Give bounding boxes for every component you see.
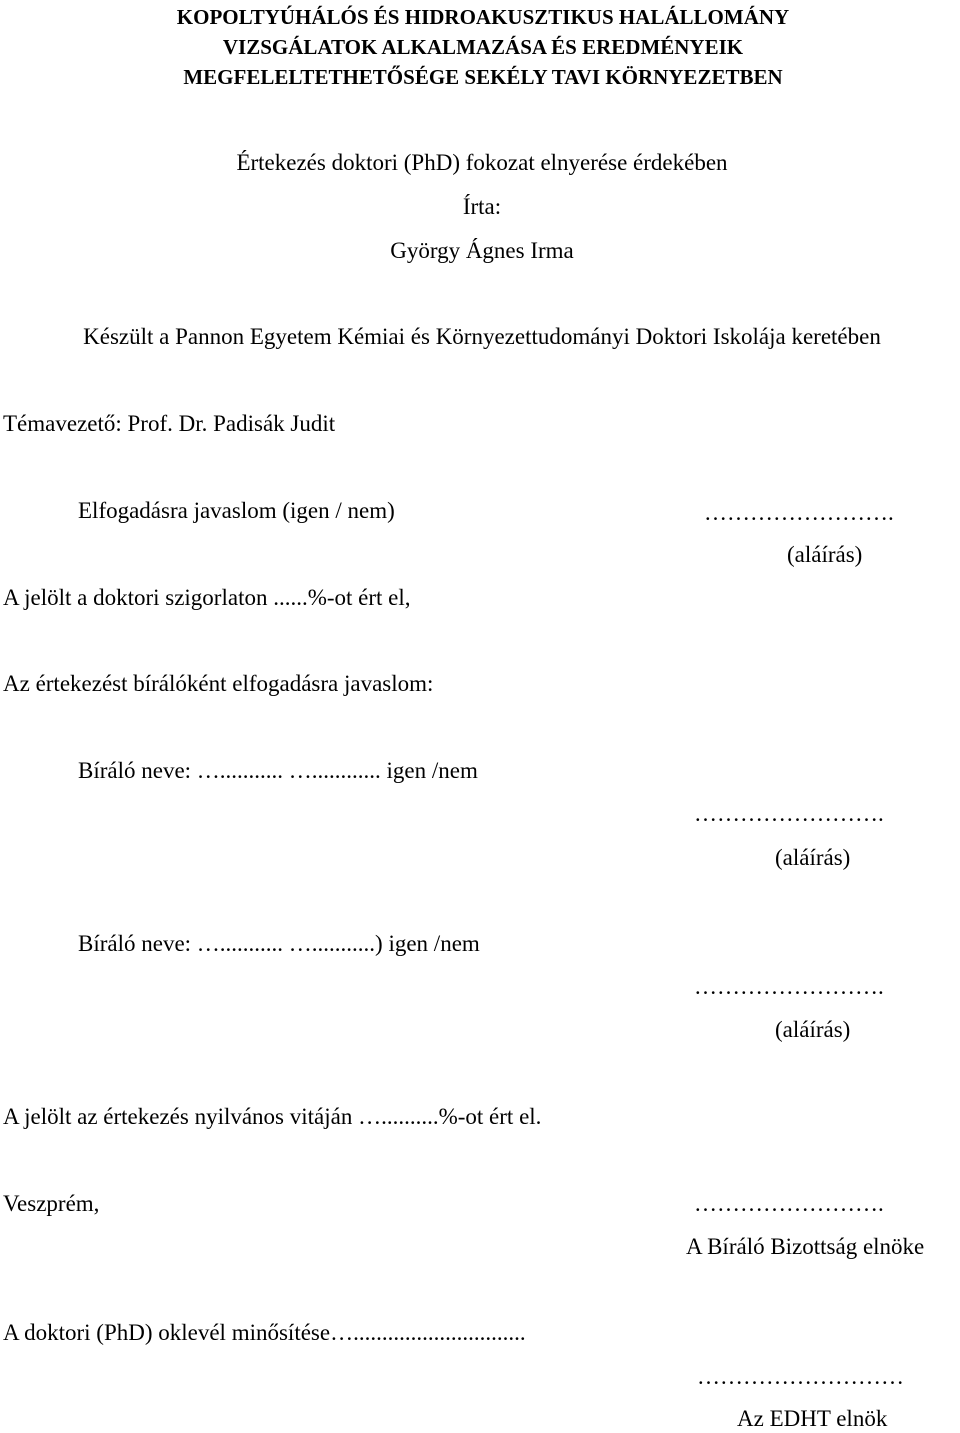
reviewer-1-signature-dots: ……………………. (694, 801, 884, 826)
supervisor-line: Témavezető: Prof. Dr. Padisák Judit (3, 411, 336, 436)
reviewer-2-name: Bíráló neve: …........... …...........) igen /nem (78, 931, 480, 956)
reviewer-2-signature-dots: ……………………. (694, 974, 884, 999)
reviewer-1-signature-label: (aláírás) (775, 845, 851, 870)
author-name: György Ágnes Irma (390, 238, 574, 263)
title-line-1: KOPOLTYÚHÁLÓS ÉS HIDROAKUSZTIKUS HALÁLLOMÁNY (176, 5, 790, 29)
supervisor-signature-dots: ……………………. (704, 500, 894, 525)
supervisor-recommendation: Elfogadásra javaslom (igen / nem) (78, 498, 395, 523)
degree-purpose: Értekezés doktori (PhD) fokozat elnyerése érdekében (236, 150, 728, 175)
reviewer-2-signature-label: (aláírás) (775, 1017, 851, 1042)
supervisor-signature-label: (aláírás) (787, 542, 863, 567)
title-line-2: VIZSGÁLATOK ALKALMAZÁSA ÉS EREDMÉNYEIK (222, 35, 744, 59)
degree-qualification: A doktori (PhD) oklevél minősítése….............................. (3, 1320, 526, 1345)
edht-signature-dots: ……………………… (697, 1364, 904, 1389)
place-veszprem: Veszprém, (3, 1191, 100, 1216)
committee-signature-dots: ……………………. (694, 1191, 884, 1216)
public-defense-result: A jelölt az értekezés nyilvános vitáján …..........%-ot ért el. (3, 1104, 542, 1129)
title-line-3: MEGFELELTETHETŐSÉGE SEKÉLY TAVI KÖRNYEZETBEN (183, 65, 783, 89)
edht-chair-label: Az EDHT elnök (737, 1406, 888, 1431)
reviewers-heading: Az értekezést bírálóként elfogadásra javaslom: (3, 671, 434, 696)
committee-chair-label: A Bíráló Bizottság elnöke (686, 1234, 925, 1259)
exam-result: A jelölt a doktori szigorlaton ......%-ot ért el, (3, 585, 411, 610)
written-by-label: Írta: (462, 194, 502, 219)
reviewer-1-name: Bíráló neve: …........... …............ igen /nem (78, 758, 478, 783)
doctoral-school: Készült a Pannon Egyetem Kémiai és Környezettudományi Doktori Iskolája keretében (83, 324, 881, 349)
